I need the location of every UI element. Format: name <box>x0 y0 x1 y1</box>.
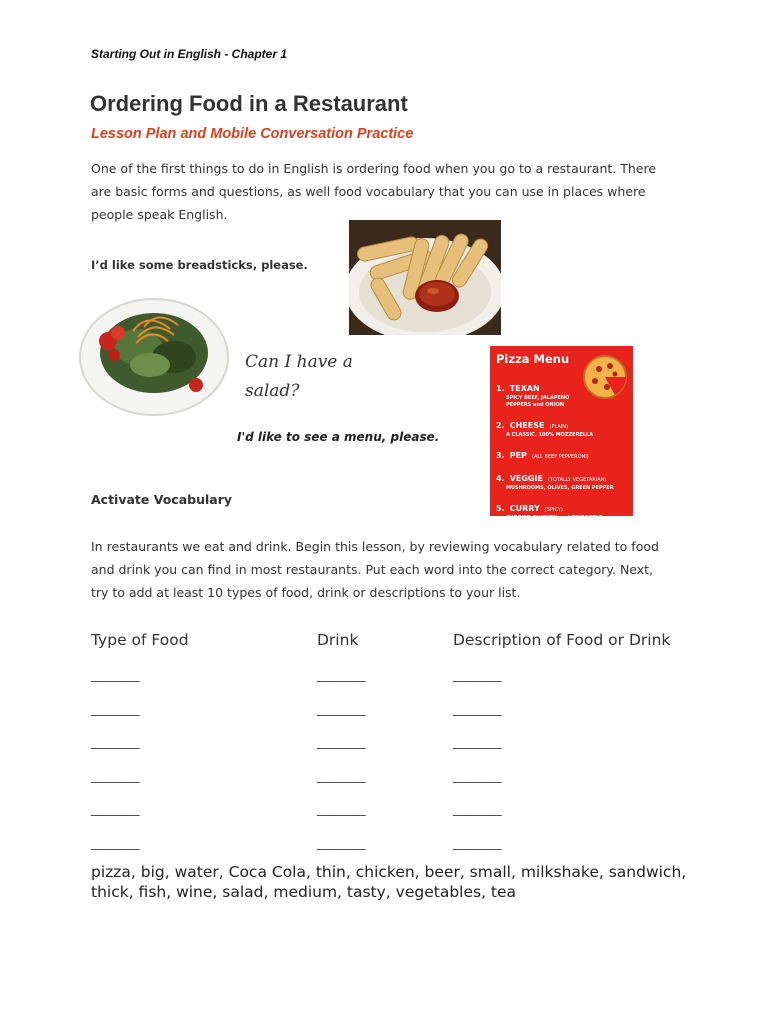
blank-line: ________ <box>91 802 139 817</box>
salad-photo <box>78 291 229 416</box>
pizza-item-number: 4. <box>496 474 505 483</box>
blank-line: ________ <box>453 835 501 851</box>
pizza-icon <box>582 354 628 400</box>
blank-line: ________ <box>317 835 365 851</box>
breadsticks-photo <box>349 220 501 335</box>
intro-line: One of the first things to do in English is ordering food when you go to a restaurant. There <box>91 161 657 176</box>
pizza-item-number: 3. <box>496 451 505 460</box>
phrase-salad <box>245 348 365 406</box>
intro-line: are basic forms and questions, as well food vocabulary that you can use in places where <box>91 184 646 199</box>
pizza-item-name: TEXAN <box>509 384 540 393</box>
intro-line: people speak English. <box>91 207 228 222</box>
phrase-salad-line: Can I have a <box>245 352 353 372</box>
pizza-menu-item <box>496 413 633 439</box>
activate-vocabulary-heading: Activate Vocabulary <box>91 492 233 507</box>
column-header-food: Type of Food <box>91 631 189 649</box>
phrase-salad-line: salad? <box>245 381 300 401</box>
blank-line: ________ <box>453 802 501 817</box>
pizza-item-name: CHEESE <box>509 421 545 430</box>
blank-line: ________ <box>453 768 501 784</box>
blank-line: ________ <box>91 768 139 784</box>
blank-line: ________ <box>91 735 139 750</box>
pizza-item-desc: SPICY BEEF, JALAPENO <box>506 395 570 401</box>
document-header: Starting Out in English - Chapter 1 <box>91 47 288 61</box>
pizza-item-name: PEP <box>509 451 527 460</box>
blank-line: ________ <box>317 768 365 784</box>
vocab-line: In restaurants we eat and drink. Begin this lesson, by reviewing vocabulary related to food <box>91 539 659 554</box>
pizza-item-name: VEGGIE <box>509 474 543 483</box>
blank-line: ________ <box>91 701 139 717</box>
vocab-line: try to add at least 10 types of food, drink or descriptions to your list. <box>91 585 521 600</box>
blank-line: ________ <box>317 668 365 683</box>
pizza-item-number: 1. <box>496 384 505 393</box>
pizza-item-name: CURRY <box>509 504 540 513</box>
phrase-menu: I'd like to see a menu, please. <box>237 430 440 444</box>
blank-line: ________ <box>317 735 365 750</box>
blank-line: ________ <box>453 701 501 717</box>
page-subtitle: Lesson Plan and Mobile Conversation Practice <box>91 126 414 142</box>
pizza-menu-card <box>490 346 633 521</box>
blank-line: ________ <box>91 835 139 851</box>
blank-line: ________ <box>453 735 501 750</box>
blank-line: ________ <box>317 802 365 817</box>
blank-line: ________ <box>453 668 501 683</box>
intro-paragraph <box>91 157 691 226</box>
pizza-item-desc: A CLASSIC. 100% MOZZERELLA <box>506 432 594 438</box>
word-list-line: thick, fish, wine, salad, medium, tasty, vegetables, tea <box>91 883 517 901</box>
vocab-line: and drink you can find in most restaurants. Put each word into the correct category. Next, <box>91 562 654 577</box>
breadsticks-image <box>349 220 501 335</box>
pizza-item-tag: (ALL BEEF PEPPERONI) <box>532 454 589 460</box>
pizza-item-tag: (TOTALLY VEGETARIAN) <box>548 477 607 483</box>
pizza-item-desc: MUSHROOMS, OLIVES, GREEN PEPPER <box>506 485 614 491</box>
vocab-paragraph <box>91 535 691 604</box>
pizza-item-number: 5. <box>496 504 505 513</box>
pizza-item-desc: PEPPERS and ONION <box>506 402 565 408</box>
word-list-line: pizza, big, water, Coca Cola, thin, chicken, beer, small, milkshake, sandwich, <box>91 863 687 881</box>
blank-line: ________ <box>317 701 365 717</box>
pizza-menu-item <box>496 496 633 522</box>
salad-image <box>78 291 229 416</box>
pizza-menu-item <box>496 443 633 462</box>
pizza-item-number: 2. <box>496 421 505 430</box>
pizza-menu-title: Pizza Menu <box>496 352 570 366</box>
pizza-item-desc: CURRIED CHICKEN and PINEAPPLE <box>506 515 603 521</box>
blank-line: ________ <box>91 668 139 683</box>
pizza-menu-item <box>496 466 633 492</box>
phrase-breadsticks: I’d like some breadsticks, please. <box>91 258 308 272</box>
pizza-item-tag: (PLAIN) <box>549 424 568 430</box>
word-list <box>91 862 691 902</box>
column-header-description: Description of Food or Drink <box>453 631 671 649</box>
page-title: Ordering Food in a Restaurant <box>90 91 408 116</box>
column-header-drink: Drink <box>317 631 359 649</box>
pizza-item-tag: (SPICY) <box>544 507 563 513</box>
